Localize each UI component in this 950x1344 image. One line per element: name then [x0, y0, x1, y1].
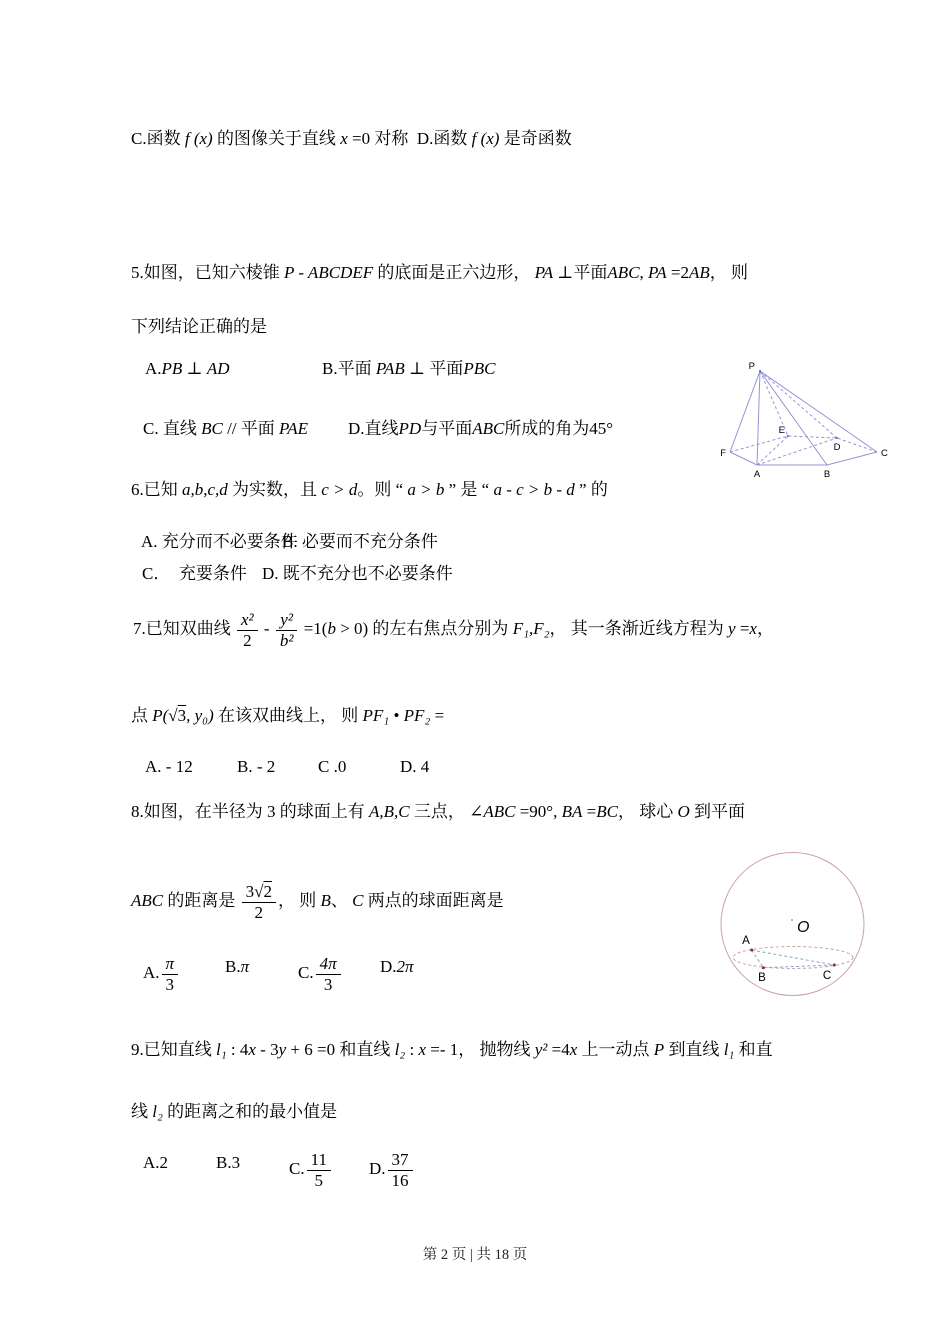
point-label-b: B	[758, 972, 766, 984]
text-run: > 0) 的左右焦点分别为	[335, 618, 513, 638]
math-run: l₂	[394, 1040, 406, 1059]
math-run: PF₁	[362, 706, 390, 725]
text-run: 的底面是正六边形，	[373, 263, 535, 282]
q6-stem	[131, 477, 608, 503]
text-run: ⊥	[182, 359, 207, 378]
q8-option-d	[380, 954, 414, 980]
q6-option-b	[282, 529, 438, 555]
text-run: 上一动点	[577, 1040, 654, 1059]
math-run: l₂	[152, 1102, 163, 1121]
sphere-outline	[721, 853, 864, 996]
q6-option-d	[262, 561, 453, 587]
math-run: a - c > b - d	[493, 480, 575, 499]
text-run: C .0	[318, 757, 347, 776]
math-run: y	[278, 1040, 287, 1059]
math-run: x	[340, 129, 348, 148]
math-run: ABC	[131, 890, 164, 910]
text-run: ， 其一条渐近线方程为	[549, 618, 729, 638]
text-run: 在该双曲线上， 则	[213, 706, 363, 725]
q5-stem-line1	[131, 260, 748, 286]
text-run: 下列结论正确的是	[131, 317, 267, 336]
text-run: A. 充分而不必要条件	[141, 532, 298, 551]
math-run: P - ABCDEF	[284, 263, 374, 282]
math-run: BC	[201, 419, 223, 438]
text-run: 线	[131, 1102, 153, 1121]
q8-stem-line2	[131, 882, 504, 922]
text-run: B.平面	[322, 359, 376, 378]
text-run: B. - 2	[237, 757, 276, 776]
math-run: B	[320, 890, 331, 910]
math-run: PA	[648, 263, 667, 282]
q5-stem-line2	[131, 314, 267, 340]
vertex-label-p: P	[748, 361, 755, 372]
fraction	[242, 882, 276, 922]
q7-option-a	[145, 754, 193, 780]
fraction-numerator: y²	[276, 610, 298, 631]
text-run: 所成的角为45°	[504, 419, 614, 438]
q8-option-b	[225, 954, 249, 980]
sphere-figure	[705, 840, 885, 1010]
text-run: A.2	[143, 1153, 169, 1172]
q7-option-b	[237, 754, 275, 780]
text-run: C. 直线	[143, 419, 202, 438]
math-run: a > b	[407, 480, 445, 499]
fraction-denominator: 2	[243, 630, 252, 650]
vertex-label-e: E	[778, 425, 785, 436]
q6-option-a	[141, 529, 298, 555]
text-run: D.	[369, 1158, 386, 1178]
fraction-denominator: 3	[165, 974, 175, 994]
q8-option-c	[298, 954, 343, 994]
text-run: 到直线	[664, 1040, 724, 1059]
fraction-denominator: 16	[391, 1170, 409, 1190]
text-run: =2	[666, 263, 689, 282]
q8-option-a	[143, 954, 180, 994]
text-run: ⊥平面	[553, 263, 608, 282]
text-run: 的距离之和的最小值是	[162, 1102, 338, 1121]
fraction-numerator: π	[162, 954, 179, 975]
text-run: =90°,	[515, 802, 562, 821]
text-run: C． 充要条件	[142, 564, 247, 583]
text-run: ⊥ 平面	[404, 359, 464, 378]
q4-options-cd	[131, 126, 572, 152]
text-run: 点	[131, 706, 153, 725]
radicand: 3	[177, 706, 187, 725]
text-run: B.	[225, 957, 241, 976]
text-run: B.3	[216, 1153, 241, 1172]
vertex-label-f: F	[720, 448, 726, 459]
math-run: P(	[152, 706, 169, 725]
q7-stem-line2	[131, 703, 444, 729]
text-run: ” 是 “	[444, 480, 494, 499]
math-run: y²	[534, 1040, 548, 1059]
vertex-label-b: B	[823, 469, 831, 480]
math-run: x	[749, 618, 757, 638]
math-run: F₁,F₂	[512, 618, 550, 638]
text-run: 6.已知	[131, 480, 182, 499]
math-run: x	[569, 1040, 578, 1059]
math-run: PAB	[375, 359, 405, 378]
text-run: C.	[289, 1158, 305, 1178]
text-run: 的图像关于直线	[212, 129, 341, 148]
fraction	[388, 1150, 413, 1190]
math-run: PBC	[463, 359, 496, 378]
math-run: A,B,C	[369, 802, 410, 821]
vertex-label-d: D	[833, 442, 841, 453]
text-run: // 平面	[222, 419, 280, 438]
math-run: c > d	[321, 480, 358, 499]
text-run: 为实数，且	[227, 480, 322, 499]
math-run: a,b,c,d	[182, 480, 228, 499]
fraction	[237, 610, 258, 650]
text-run: C.函数	[131, 129, 185, 148]
radical-sign: √	[254, 882, 264, 901]
fraction	[307, 1150, 331, 1190]
text-run: 与平面	[421, 419, 473, 438]
fraction-numerator: 11	[307, 1150, 331, 1171]
fraction	[316, 954, 341, 994]
text-run: 是奇函数	[499, 129, 572, 148]
text-run: 8.如图，在半径为 3 的球面上有	[131, 802, 369, 821]
math-run: f (x)	[471, 129, 500, 148]
q5-option-a	[145, 356, 229, 382]
text-run: ,	[639, 263, 649, 282]
q7-option-c	[318, 754, 346, 780]
math-run: 2π	[396, 957, 414, 976]
text-run: 3	[245, 882, 255, 901]
page-number: 第 2 页 | 共 18 页	[422, 1247, 528, 1263]
fraction-denominator: b²	[279, 630, 294, 650]
math-run: f (x)	[184, 129, 213, 148]
text-run: A.	[145, 359, 162, 378]
math-run: PAE	[279, 419, 308, 438]
q9-option-b	[216, 1150, 240, 1176]
dot-operator: •	[389, 706, 404, 725]
text-run: 。则 “	[357, 480, 408, 499]
math-run: BC	[596, 802, 618, 821]
math-run: PB	[161, 359, 183, 378]
fraction-denominator: 5	[314, 1170, 324, 1190]
fraction-numerator: 37	[388, 1150, 413, 1171]
text-run: -	[259, 618, 274, 638]
q8-stem-line1	[131, 799, 745, 825]
point-label-a: A	[742, 935, 750, 947]
math-run: , y₀)	[186, 706, 214, 725]
math-run: y	[728, 618, 736, 638]
q6-option-c	[142, 561, 247, 587]
math-run: PA	[534, 263, 554, 282]
math-run: x	[418, 1040, 426, 1059]
text-run: :	[405, 1040, 419, 1059]
text-run: 两点的球面距离是	[363, 890, 504, 910]
q9-stem-line1	[131, 1037, 773, 1063]
text-run: 三点， ∠	[409, 802, 484, 821]
text-run: B. 必要而不充分条件	[282, 532, 438, 551]
text-run: 5.如图，已知六棱锥	[131, 263, 284, 282]
fraction	[162, 954, 179, 994]
q5-option-b	[322, 356, 495, 382]
math-run: BA	[561, 802, 583, 821]
fraction-numerator: x²	[237, 610, 258, 631]
text-run: D.	[380, 957, 397, 976]
math-run: π	[240, 957, 250, 976]
hexagonal-pyramid-figure	[700, 355, 910, 480]
text-run: ， 则	[709, 263, 748, 282]
q9-option-a	[143, 1150, 168, 1176]
text-run: =1(	[299, 618, 328, 638]
math-run: O	[677, 802, 690, 821]
vertex-label-c: C	[881, 448, 888, 459]
text-run: 9.已知直线	[131, 1040, 216, 1059]
text-run: ，	[756, 618, 774, 638]
page-footer	[0, 1242, 950, 1268]
text-run: =	[430, 706, 445, 725]
radicand: 2	[263, 882, 272, 901]
math-run: ABC	[472, 419, 505, 438]
text-run: 、	[330, 890, 353, 910]
math-run: ABC	[607, 263, 640, 282]
math-run: l₁	[723, 1040, 735, 1059]
sphere-center-dot	[791, 919, 793, 921]
text-run: A. - 12	[145, 757, 193, 776]
text-run: 7.已知双曲线	[133, 618, 235, 638]
fraction-denominator: 2	[254, 902, 264, 922]
text-run: 的距离是	[163, 890, 240, 910]
math-run: P	[653, 1040, 665, 1059]
math-run: AD	[206, 359, 230, 378]
q9-option-c	[289, 1150, 333, 1190]
math-run: b	[327, 618, 336, 638]
text-run: D. 既不充分也不必要条件	[262, 564, 453, 583]
text-run: C.	[298, 962, 314, 982]
q7-option-d	[400, 754, 429, 780]
radical-sign: √	[168, 706, 178, 725]
text-run: : 4	[226, 1040, 249, 1059]
math-run: ABC	[483, 802, 516, 821]
text-run: =	[735, 618, 750, 638]
text-run: - 3	[255, 1040, 279, 1059]
text-run: ” 的	[574, 480, 608, 499]
fraction-denominator: 3	[323, 974, 333, 994]
q9-option-d	[369, 1150, 415, 1190]
text-run: =	[582, 802, 597, 821]
fraction-numerator: 4π	[316, 954, 341, 975]
math-run: PF₂	[403, 706, 431, 725]
math-run: x	[248, 1040, 256, 1059]
text-run: 到平面	[689, 802, 745, 821]
text-run: =- 1， 抛物线	[426, 1040, 535, 1059]
text-run: + 6 =0 和直线	[286, 1040, 395, 1059]
vertex-label-a: A	[753, 469, 761, 480]
point-label-c: C	[822, 970, 832, 982]
text-run: A.	[143, 962, 160, 982]
q5-option-d	[348, 416, 613, 442]
text-run: D. 4	[400, 757, 430, 776]
text-run: ， 球心	[617, 802, 678, 821]
text-run: =4	[547, 1040, 570, 1059]
text-run: D.直线	[348, 419, 399, 438]
q5-option-c	[143, 416, 308, 442]
text-run: 和直	[734, 1040, 773, 1059]
text-run: ， 则	[277, 890, 321, 910]
center-label-o: O	[797, 919, 810, 936]
text-run: =0 对称 D.函数	[347, 129, 472, 148]
q7-stem-line1	[133, 610, 774, 650]
fraction-numerator	[242, 882, 276, 903]
math-run: l₁	[216, 1040, 227, 1059]
math-run: C	[352, 890, 364, 910]
fraction	[276, 610, 298, 650]
math-run: PD	[398, 419, 422, 438]
q9-stem-line2	[131, 1099, 337, 1125]
math-run: AB	[688, 263, 710, 282]
